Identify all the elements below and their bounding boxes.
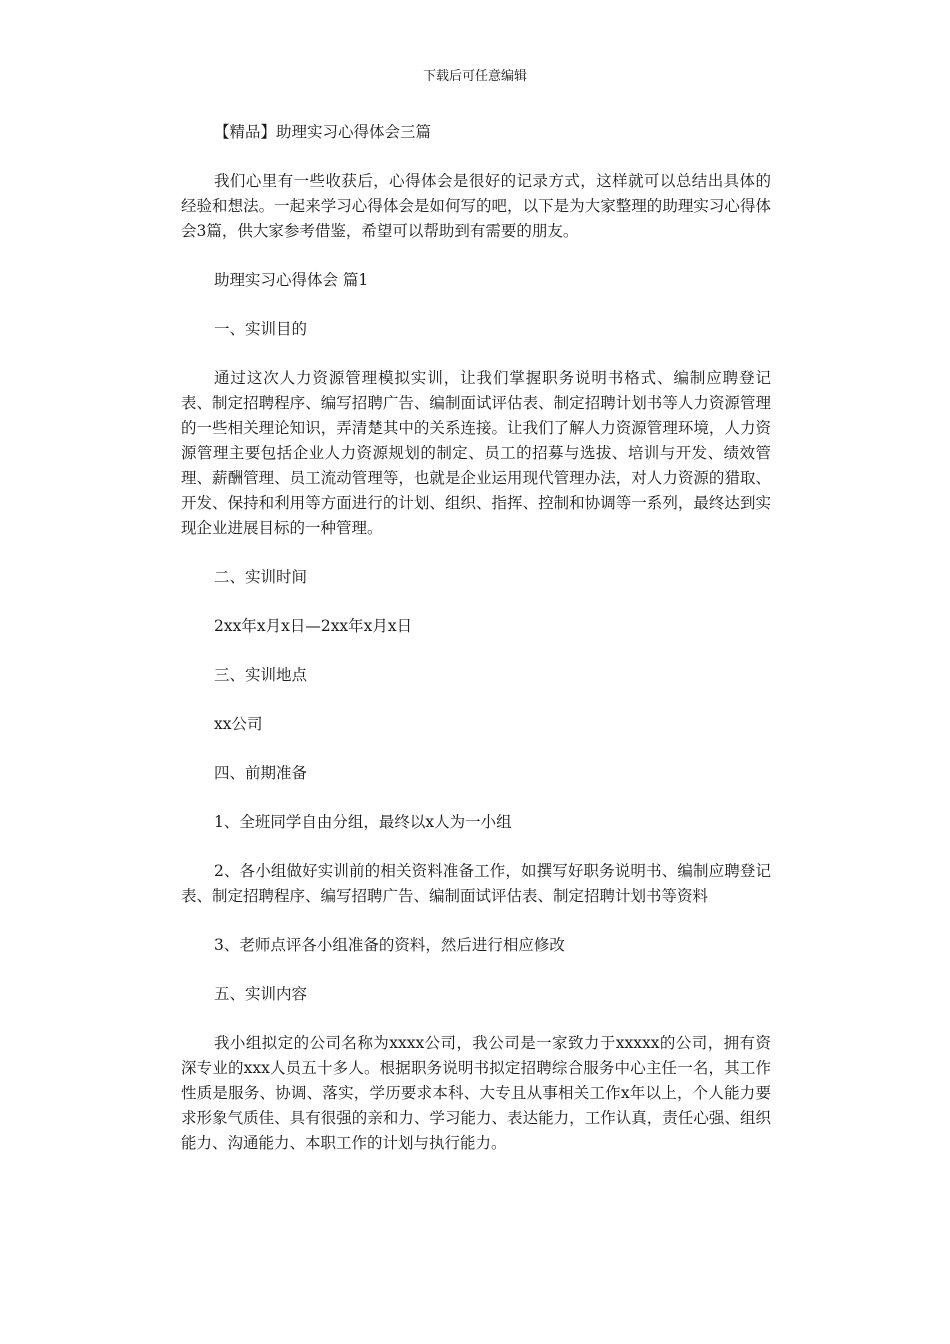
paragraph-preparation-3: 3、老师点评各小组准备的资料，然后进行相应修改 [214,936,565,954]
download-note: 下载后可任意编辑 [422,69,527,84]
paragraph-training-content: 我小组拟定的公司名称为xxxx公司，我公司是一家致力于xxxxx的公司，拥有资深专业的xxx人员五十多人。根据职务说明书拟定招聘综合服务中心主任一名，其工作性质是服务、协调、落实，学历要求本科、大专且从事相关工作x年以上，个人能力要求形象气质佳、具有很强的亲和力、学习能力、表达能力，工作认真，责任心强、组织能力、沟通能力、本职工作的计划与执行能力。 [181,1034,771,1152]
section-title: 助理实习心得体会 篇1 [214,271,369,289]
intro-paragraph: 我们心里有一些收获后，心得体会是很好的记录方式，这样就可以总结出具体的经验和想法。一起来学习心得体会是如何写的吧，以下是为大家整理的助理实习心得体会3篇，供大家参考借鉴，希望可以帮助到有需要的朋友。 [181,172,771,240]
document-title: 【精品】助理实习心得体会三篇 [214,123,432,141]
heading-training-content: 五、实训内容 [214,985,308,1003]
paragraph-training-time: 2xx年x月x日—2xx年x月x日 [214,617,413,635]
heading-training-location: 三、实训地点 [214,666,308,684]
heading-training-time: 二、实训时间 [214,568,308,586]
heading-preparation: 四、前期准备 [214,764,308,782]
paragraph-preparation-1: 1、全班同学自由分组，最终以x人为一小组 [214,813,512,831]
paragraph-preparation-2: 2、各小组做好实训前的相关资料准备工作，如撰写好职务说明书、编制应聘登记表、制定招聘程序、编写招聘广告、编制面试评估表、制定招聘计划书等资料 [181,862,771,905]
paragraph-training-location: xx公司 [214,715,263,733]
heading-training-purpose: 一、实训目的 [214,320,308,338]
document-body [181,120,771,1180]
paragraph-training-purpose: 通过这次人力资源管理模拟实训，让我们掌握职务说明书格式、编制应聘登记表、制定招聘程序、编写招聘广告、编制面试评估表、制定招聘计划书等人力资源管理的一些相关理论知识，弄清楚其中的关系连接。让我们了解人力资源管理环境，人力资源管理主要包括企业人力资源规划的制定、员工的招募与选拔、培训与开发、绩效管理、薪酬管理、员工流动管理等，也就是企业运用现代管理办法，对人力资源的猎取、开发、保持和利用等方面进行的计划、组织、指挥、控制和协调等一系列，最终达到实现企业进展目标的一种管理。 [181,369,771,537]
